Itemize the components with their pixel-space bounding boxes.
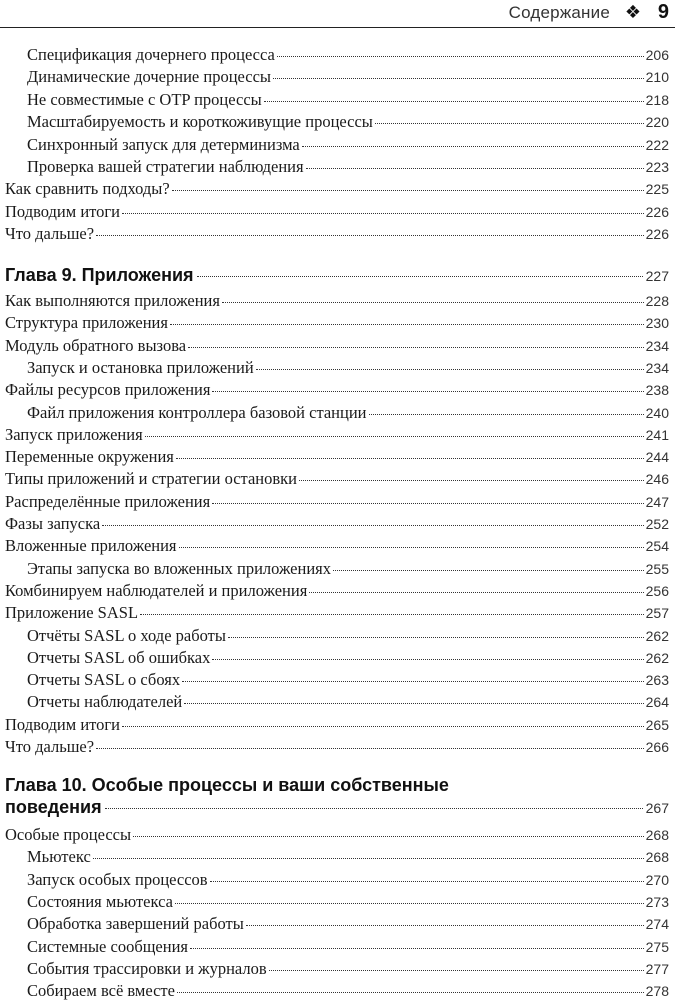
toc-entry-page: 247 xyxy=(645,493,669,510)
toc-entry[interactable] xyxy=(27,402,669,424)
toc-entry-title: Масштабируемость и короткоживущие процессы xyxy=(27,112,373,132)
toc-entry[interactable] xyxy=(5,379,669,401)
toc-entry-page: 265 xyxy=(645,716,669,733)
dot-leader xyxy=(170,324,644,325)
dot-leader xyxy=(184,703,643,704)
toc-entry[interactable] xyxy=(27,869,669,891)
toc-entry[interactable] xyxy=(5,491,669,513)
toc-entry-title: Спецификация дочернего процесса xyxy=(27,45,275,64)
dot-leader xyxy=(302,146,644,147)
dot-leader xyxy=(375,123,644,124)
dot-leader xyxy=(172,190,644,191)
toc-entry-page: 268 xyxy=(645,827,669,843)
toc-entry-title: Мьютекс xyxy=(27,847,91,867)
toc-entry-page: 274 xyxy=(645,916,669,933)
toc-entry-title: Что дальше? xyxy=(5,737,95,756)
toc-entry-title: Особые процессы xyxy=(5,825,132,844)
dot-leader xyxy=(333,570,644,571)
toc-entry-title: Переменные окружения xyxy=(5,447,174,467)
toc-entry[interactable] xyxy=(27,980,669,1002)
toc-entry-page: 266 xyxy=(645,739,669,755)
dot-leader xyxy=(102,525,643,526)
toc-entry[interactable] xyxy=(5,602,669,624)
toc-entry-title: Отчеты SASL об ошибках xyxy=(27,647,211,667)
dot-leader xyxy=(246,925,644,926)
toc-entry-title: Подводим итоги xyxy=(5,714,121,734)
toc-entry-page: 246 xyxy=(645,471,669,488)
dot-leader xyxy=(190,948,644,949)
toc-entry[interactable] xyxy=(27,111,669,133)
toc-entry-page: 262 xyxy=(645,649,669,666)
dot-leader xyxy=(309,592,643,593)
toc-entry-page: 263 xyxy=(645,672,669,689)
toc-entry-page: 278 xyxy=(645,983,669,1000)
toc-entry-page: 273 xyxy=(645,893,669,910)
toc-entry-page: 270 xyxy=(645,871,669,888)
chapter-page: 267 xyxy=(645,800,669,816)
toc-entry-page: 255 xyxy=(645,560,669,577)
dot-leader xyxy=(175,903,644,904)
toc-entry[interactable] xyxy=(27,625,669,647)
dot-leader xyxy=(369,414,644,415)
toc-entry-page: 264 xyxy=(645,694,669,711)
dot-leader xyxy=(273,78,644,79)
toc-entry-title: Фазы запуска xyxy=(5,514,101,533)
toc-entry-page: 230 xyxy=(645,315,669,332)
dot-leader xyxy=(96,235,644,236)
toc-entry-page: 268 xyxy=(645,849,669,866)
toc-entry[interactable] xyxy=(5,424,669,446)
toc-entry-page: 228 xyxy=(645,293,669,309)
toc-entry[interactable] xyxy=(27,891,669,913)
dot-leader xyxy=(212,659,643,660)
toc-entry[interactable] xyxy=(5,178,669,200)
toc-entry[interactable] xyxy=(5,580,669,602)
toc-entry[interactable] xyxy=(27,958,669,980)
toc-entry-title: Запуск особых процессов xyxy=(27,869,208,889)
toc-entry-page: 234 xyxy=(645,337,669,354)
toc-entry[interactable] xyxy=(27,66,669,88)
toc-entry-title: Системные сообщения xyxy=(27,936,188,956)
toc-entry-title: Файл приложения контроллера базовой станции xyxy=(27,402,367,422)
toc-entry-page: 252 xyxy=(645,516,669,532)
page-header xyxy=(0,0,675,26)
toc-entry-title: Модуль обратного вызова xyxy=(5,335,187,355)
toc-entry-title: Приложение SASL xyxy=(5,603,139,623)
dot-leader xyxy=(177,992,644,993)
toc-entry[interactable] xyxy=(5,468,669,490)
chapter-10-heading[interactable] xyxy=(5,774,669,818)
toc-entry-title: Как сравнить подходы? xyxy=(5,179,170,199)
dot-leader xyxy=(299,480,644,481)
dot-leader xyxy=(176,458,644,459)
toc-entry-page: 257 xyxy=(645,605,669,622)
dot-leader xyxy=(212,503,643,504)
dot-leader xyxy=(228,637,644,638)
toc-entry-page: 222 xyxy=(645,136,669,153)
toc-entry-page: 277 xyxy=(645,960,669,977)
dot-leader xyxy=(122,726,644,727)
dot-leader xyxy=(105,808,643,809)
dot-leader xyxy=(269,970,644,971)
toc-entry[interactable] xyxy=(27,134,669,156)
dot-leader xyxy=(140,614,644,615)
toc-entry-page: 241 xyxy=(645,426,669,443)
toc-entry-title: Подводим итоги xyxy=(5,201,121,221)
toc-entry[interactable] xyxy=(5,736,669,758)
dot-leader xyxy=(197,276,643,277)
toc-entry-title: Этапы запуска во вложенных приложениях xyxy=(27,558,332,578)
dot-leader xyxy=(122,213,644,214)
toc-entry[interactable] xyxy=(5,446,669,468)
toc-entry[interactable] xyxy=(27,89,669,111)
dot-leader xyxy=(96,748,644,749)
toc-entry[interactable] xyxy=(5,201,669,223)
chapter-title-line2: поведения xyxy=(5,797,102,817)
toc-entry-title: Вложенные приложения xyxy=(5,536,177,556)
toc-entry-page: 240 xyxy=(645,404,669,421)
toc-entry-title: Как выполняются приложения xyxy=(5,291,220,310)
toc-entry-title: Не совместимые с OTP процессы xyxy=(27,89,262,109)
dot-leader xyxy=(222,302,644,303)
toc-entry[interactable] xyxy=(27,156,669,178)
toc-entry-title: Синхронный запуск для детерминизма xyxy=(27,134,300,154)
toc-entry-page: 226 xyxy=(645,226,669,243)
toc-entry[interactable] xyxy=(5,535,669,557)
toc-entry-title: Запуск приложения xyxy=(5,424,143,444)
dot-leader xyxy=(264,101,644,102)
toc-entry[interactable] xyxy=(5,513,669,535)
toc-entry-page: 262 xyxy=(645,627,669,644)
dot-leader xyxy=(210,881,644,882)
toc-entry[interactable] xyxy=(5,335,669,357)
toc-entry-title: Отчеты наблюдателей xyxy=(27,692,183,712)
toc-entry-title: Комбинируем наблюдателей и приложения xyxy=(5,580,308,600)
dot-leader xyxy=(145,436,644,437)
dot-leader xyxy=(133,836,644,837)
page-number: 9 xyxy=(657,1,669,23)
toc-entry-page: 226 xyxy=(645,203,669,220)
toc-entry-page: 275 xyxy=(645,938,669,955)
toc-entry[interactable] xyxy=(27,357,669,379)
toc-entry[interactable] xyxy=(27,647,669,669)
toc-entry-title: Отчеты SASL о сбоях xyxy=(27,670,181,690)
chapter-page: 227 xyxy=(645,268,669,284)
toc-entry[interactable] xyxy=(5,714,669,736)
dot-leader xyxy=(188,347,644,348)
toc-entry-title: Распределённые приложения xyxy=(5,491,211,511)
toc-entry-title: События трассировки и журналов xyxy=(27,958,267,978)
toc-entry[interactable] xyxy=(27,846,669,868)
dot-leader xyxy=(256,369,644,370)
toc-entry-page: 210 xyxy=(645,69,669,86)
toc-entry[interactable] xyxy=(27,936,669,958)
toc-entry-title: Файлы ресурсов приложения xyxy=(5,380,211,400)
dot-leader xyxy=(306,168,644,169)
toc-entry-page: 256 xyxy=(645,582,669,599)
toc-entry-title: Собираем всё вместе xyxy=(27,981,175,1001)
dot-leader xyxy=(179,547,644,548)
toc-entry-page: 238 xyxy=(645,382,669,399)
toc-entry-title: Динамические дочерние процессы xyxy=(27,67,271,87)
toc-entry-title: Состояния мьютекса xyxy=(27,891,173,911)
toc-entry-title: Что дальше? xyxy=(5,224,95,244)
toc-entry-title: Обработка завершений работы xyxy=(27,914,244,934)
dot-leader xyxy=(277,56,644,57)
toc-entry-page: 244 xyxy=(645,449,669,466)
toc-entry[interactable] xyxy=(5,824,669,846)
chapter-9-heading[interactable] xyxy=(5,264,669,286)
dot-leader xyxy=(182,681,644,682)
toc-entry[interactable] xyxy=(27,691,669,713)
toc-entry[interactable] xyxy=(27,669,669,691)
dot-leader xyxy=(93,858,644,859)
toc-entry-page: 223 xyxy=(645,159,669,175)
toc-entry-page: 254 xyxy=(645,538,669,555)
running-head-title: Содержание xyxy=(508,3,610,22)
chapter-title-line1: Глава 10. Особые процессы и ваши собственные xyxy=(5,775,449,795)
toc-entry[interactable] xyxy=(27,558,669,580)
toc-entry-title: Типы приложений и стратегии остановки xyxy=(5,469,298,489)
toc-entry[interactable] xyxy=(5,223,669,245)
toc-entry-title: Проверка вашей стратегии наблюдения xyxy=(27,157,304,176)
dot-leader xyxy=(212,391,643,392)
toc-entry-title: Запуск и остановка приложений xyxy=(27,357,254,377)
toc-entry-page: 225 xyxy=(645,181,669,198)
toc-entry[interactable] xyxy=(5,312,669,334)
toc-entry-title: Отчёты SASL о ходе работы xyxy=(27,625,226,645)
toc-entry[interactable] xyxy=(27,44,669,66)
chapter-title: Глава 9. Приложения xyxy=(5,265,194,285)
toc-entry[interactable] xyxy=(27,913,669,935)
toc-entry-page: 206 xyxy=(645,47,669,63)
diamond-ornament-icon: ❖ xyxy=(624,2,641,23)
header-rule xyxy=(0,27,675,28)
toc-entry-page: 218 xyxy=(645,91,669,108)
toc-entry-title: Структура приложения xyxy=(5,313,168,333)
toc-entry-page: 220 xyxy=(645,114,669,131)
toc-entry[interactable] xyxy=(5,290,669,312)
toc-entry-page: 234 xyxy=(645,359,669,376)
